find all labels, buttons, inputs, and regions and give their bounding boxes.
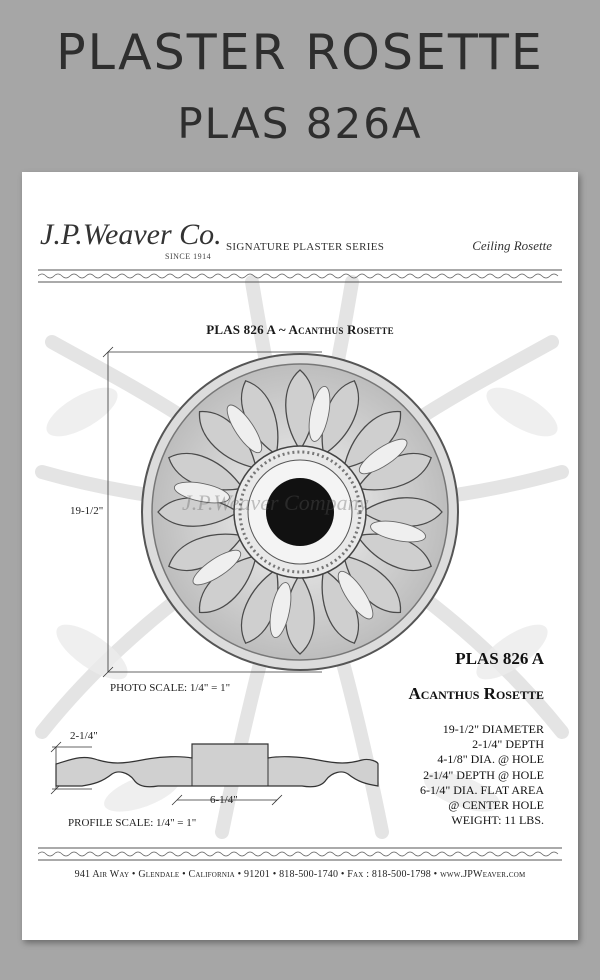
bottom-border [38, 847, 562, 861]
since-label: SINCE 1914 [165, 252, 212, 261]
spec-item: 19-1/2" DIAMETER [442, 722, 544, 736]
product-title-text: PLAS 826 A ~ Acanthus Rosette [206, 322, 394, 337]
footer-text: 941 Air Way • Glendale • California • 91201 • 818-500-1740 • Fax : 818-500-1798 • www.JPWeaver.com [74, 869, 526, 880]
spec-list [420, 722, 544, 828]
spec-item: 4-1/8" DIA. @ HOLE [437, 752, 544, 767]
page-subtitle: PLAS 826A [177, 99, 423, 148]
flat-area-label: 6-1/4" [210, 794, 238, 806]
series-label: SIGNATURE PLASTER SERIES [226, 241, 385, 253]
profile-scale-label: PROFILE SCALE: 1/4" = 1" [68, 817, 197, 829]
spec-item: 2-1/4" DEPTH @ HOLE [423, 767, 544, 782]
diameter-label: 19-1/2" [70, 505, 104, 517]
depth-label: 2-1/4" [70, 730, 98, 742]
product-sheet [22, 172, 578, 940]
spec-item: 6-1/4" DIA. FLAT AREA [419, 782, 544, 797]
category-label: Ceiling Rosette [472, 238, 552, 253]
company-logo: J.P.Weaver Co. [40, 218, 222, 251]
product-name: PLAS 826 A [455, 649, 544, 668]
footer-address [22, 869, 578, 880]
spec-item: 2-1/4" DEPTH [472, 737, 544, 752]
watermark: J.P.Weaver Company [182, 490, 369, 515]
product-description: Acanthus Rosette [408, 684, 544, 703]
profile-drawing [52, 742, 382, 798]
photo-scale-label: PHOTO SCALE: 1/4" = 1" [110, 682, 231, 694]
spec-item: @ CENTER HOLE [448, 798, 544, 813]
spec-item: WEIGHT: 11 LBS. [451, 813, 544, 828]
page-title: PLASTER ROSETTE [56, 24, 544, 81]
